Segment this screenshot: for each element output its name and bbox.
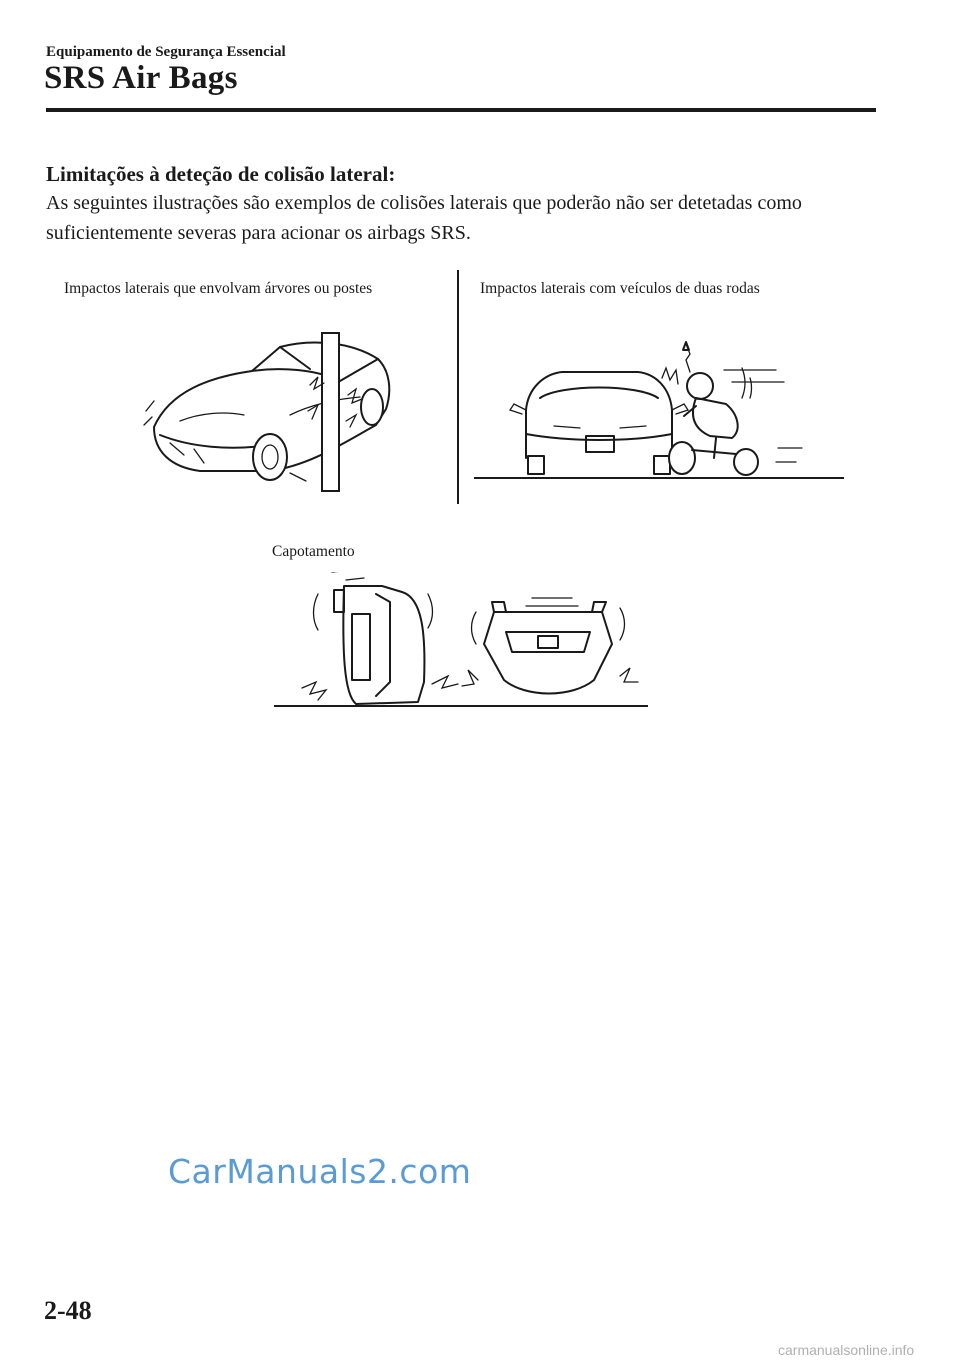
front-wheel <box>253 434 287 480</box>
page-title: SRS Air Bags <box>44 60 238 96</box>
title-rule <box>46 108 876 112</box>
illustration-divider <box>457 270 459 504</box>
subheading: Limitações à deteção de colisão lateral: <box>46 162 396 186</box>
helmet <box>687 373 713 399</box>
tire-left <box>528 456 544 474</box>
watermark-logo: CarManuals2.com <box>168 1152 472 1191</box>
section-label: Equipamento de Segurança Essencial <box>46 44 286 60</box>
caption-rollover: Capotamento <box>272 543 355 560</box>
car-front-view <box>510 372 688 474</box>
moto-front-wheel <box>669 442 695 474</box>
moto-rear-wheel <box>734 449 758 475</box>
car-upside-down <box>484 598 612 694</box>
car-hit-by-motorcycle-illustration <box>470 338 848 483</box>
car-on-side <box>332 572 424 704</box>
caption-trees-poles: Impactos laterais que envolvam árvores ou postes <box>64 280 373 297</box>
rear-wheel <box>361 389 383 425</box>
pole <box>322 333 339 491</box>
tire-right <box>654 456 670 474</box>
car-rollover-illustration <box>272 572 650 712</box>
intro-paragraph: As seguintes ilustrações são exemplos de colisões laterais que poderão não ser detetadas como suficientemente severas para acionar os airbags SRS. <box>46 192 802 244</box>
license-plate <box>586 436 614 452</box>
page-number: 2-48 <box>44 1296 92 1325</box>
footer-site-link[interactable]: carmanualsonline.info <box>778 1342 915 1358</box>
caption-two-wheel-vehicles: Impactos laterais com veículos de duas rodas <box>480 280 760 297</box>
car-hitting-pole-illustration <box>140 325 400 500</box>
